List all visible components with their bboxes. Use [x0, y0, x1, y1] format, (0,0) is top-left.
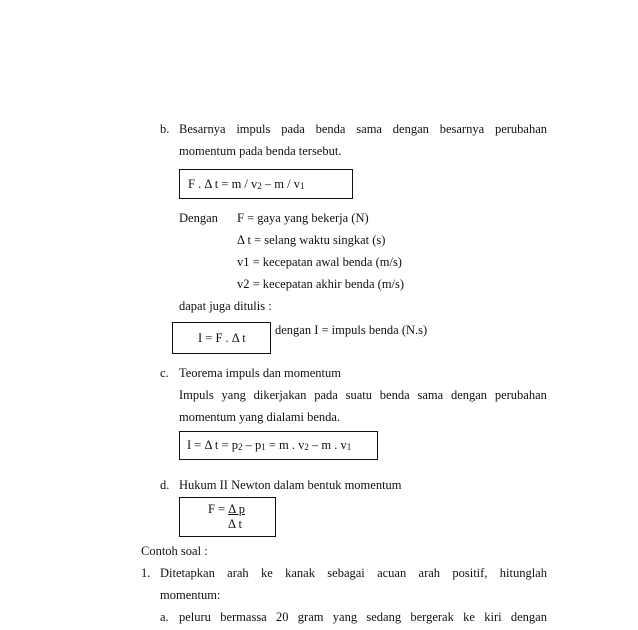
word: besarnya [439, 122, 485, 136]
word: acuan [377, 566, 407, 580]
word: dengan [510, 610, 547, 624]
word: bergerak [410, 610, 454, 624]
word: gram [297, 610, 324, 624]
item-d-title: Hukum II Newton dalam bentuk momentum [179, 478, 402, 492]
word: positif, [452, 566, 488, 580]
item-d-marker: d. [160, 478, 170, 492]
word: pada [314, 388, 338, 402]
word: impuls [236, 122, 271, 136]
definition-delta-t: Δ t = selang waktu singkat (s) [237, 233, 386, 247]
word: arah [227, 566, 249, 580]
definition-v1: v1 = kecepatan awal benda (m/s) [237, 255, 402, 269]
word: Besarnya [179, 122, 226, 136]
definition-f: F = gaya yang bekerja (N) [237, 211, 369, 225]
question-1-marker: 1. [141, 566, 151, 580]
dengan-label: Dengan [179, 211, 218, 225]
word: bermassa [220, 610, 267, 624]
item-c-line2: momentum yang dialami benda. [179, 410, 341, 424]
item-b-line2: momentum pada benda tersebut. [179, 144, 342, 158]
word: perubahan [494, 122, 547, 136]
word: dengan [392, 122, 429, 136]
item-c-title: Teorema impuls dan momentum [179, 366, 341, 380]
word: ke [260, 566, 273, 580]
word: dengan [450, 388, 488, 402]
word: Ditetapkan [160, 566, 215, 580]
word: Impuls [179, 388, 214, 402]
word: dikerjakan [253, 388, 307, 402]
word: yang [332, 610, 358, 624]
word: sebagai [327, 566, 365, 580]
question-a-line1 [179, 610, 547, 625]
word: yang [221, 388, 246, 402]
question-1-line1 [160, 566, 547, 581]
word: suatu [345, 388, 372, 402]
word: benda [379, 388, 410, 402]
word: 20 [276, 610, 289, 624]
formula-newton-denominator: Δ t [228, 517, 242, 531]
question-1-line2: momentum: [160, 588, 221, 602]
word: sedang [366, 610, 402, 624]
word: peluru [179, 610, 211, 624]
item-c-line1 [179, 388, 547, 403]
word: arah [418, 566, 441, 580]
formula-theorem: I = Δ $t = p_2 - p_1 = m$ . $v_2$ – m . $v_1$ [187, 438, 352, 452]
word: perubahan [494, 388, 547, 402]
question-a-marker: a. [160, 610, 169, 624]
formula-newton-numerator: F = Δ p [208, 502, 245, 516]
word: kiri [484, 610, 502, 624]
formula-box-newton [179, 497, 276, 537]
dapat-juga-text: dapat juga ditulis : [179, 299, 272, 313]
word: kanak [285, 566, 315, 580]
item-b-line1 [179, 122, 547, 137]
formula-impulse-short: I = F . Δ t [198, 331, 246, 345]
formula-box-theorem [179, 431, 378, 460]
word: pada [281, 122, 305, 136]
formula-box-impulse-short [172, 322, 271, 354]
word: sama [356, 122, 382, 136]
formula-impulse: F . Δ $t = m / v_2 - m / v_1$ [188, 177, 305, 191]
formula-box-impulse [179, 169, 353, 199]
word: ke [463, 610, 475, 624]
word: benda [315, 122, 346, 136]
word: sama [417, 388, 444, 402]
example-heading: Contoh soal : [141, 544, 208, 558]
impulse-note: dengan I = impuls benda (N.s) [275, 323, 428, 337]
word: hitunglah [499, 566, 547, 580]
definition-v2: v2 = kecepatan akhir benda (m/s) [237, 277, 405, 291]
item-b-marker: b. [160, 122, 170, 136]
item-c-marker: c. [160, 366, 169, 380]
